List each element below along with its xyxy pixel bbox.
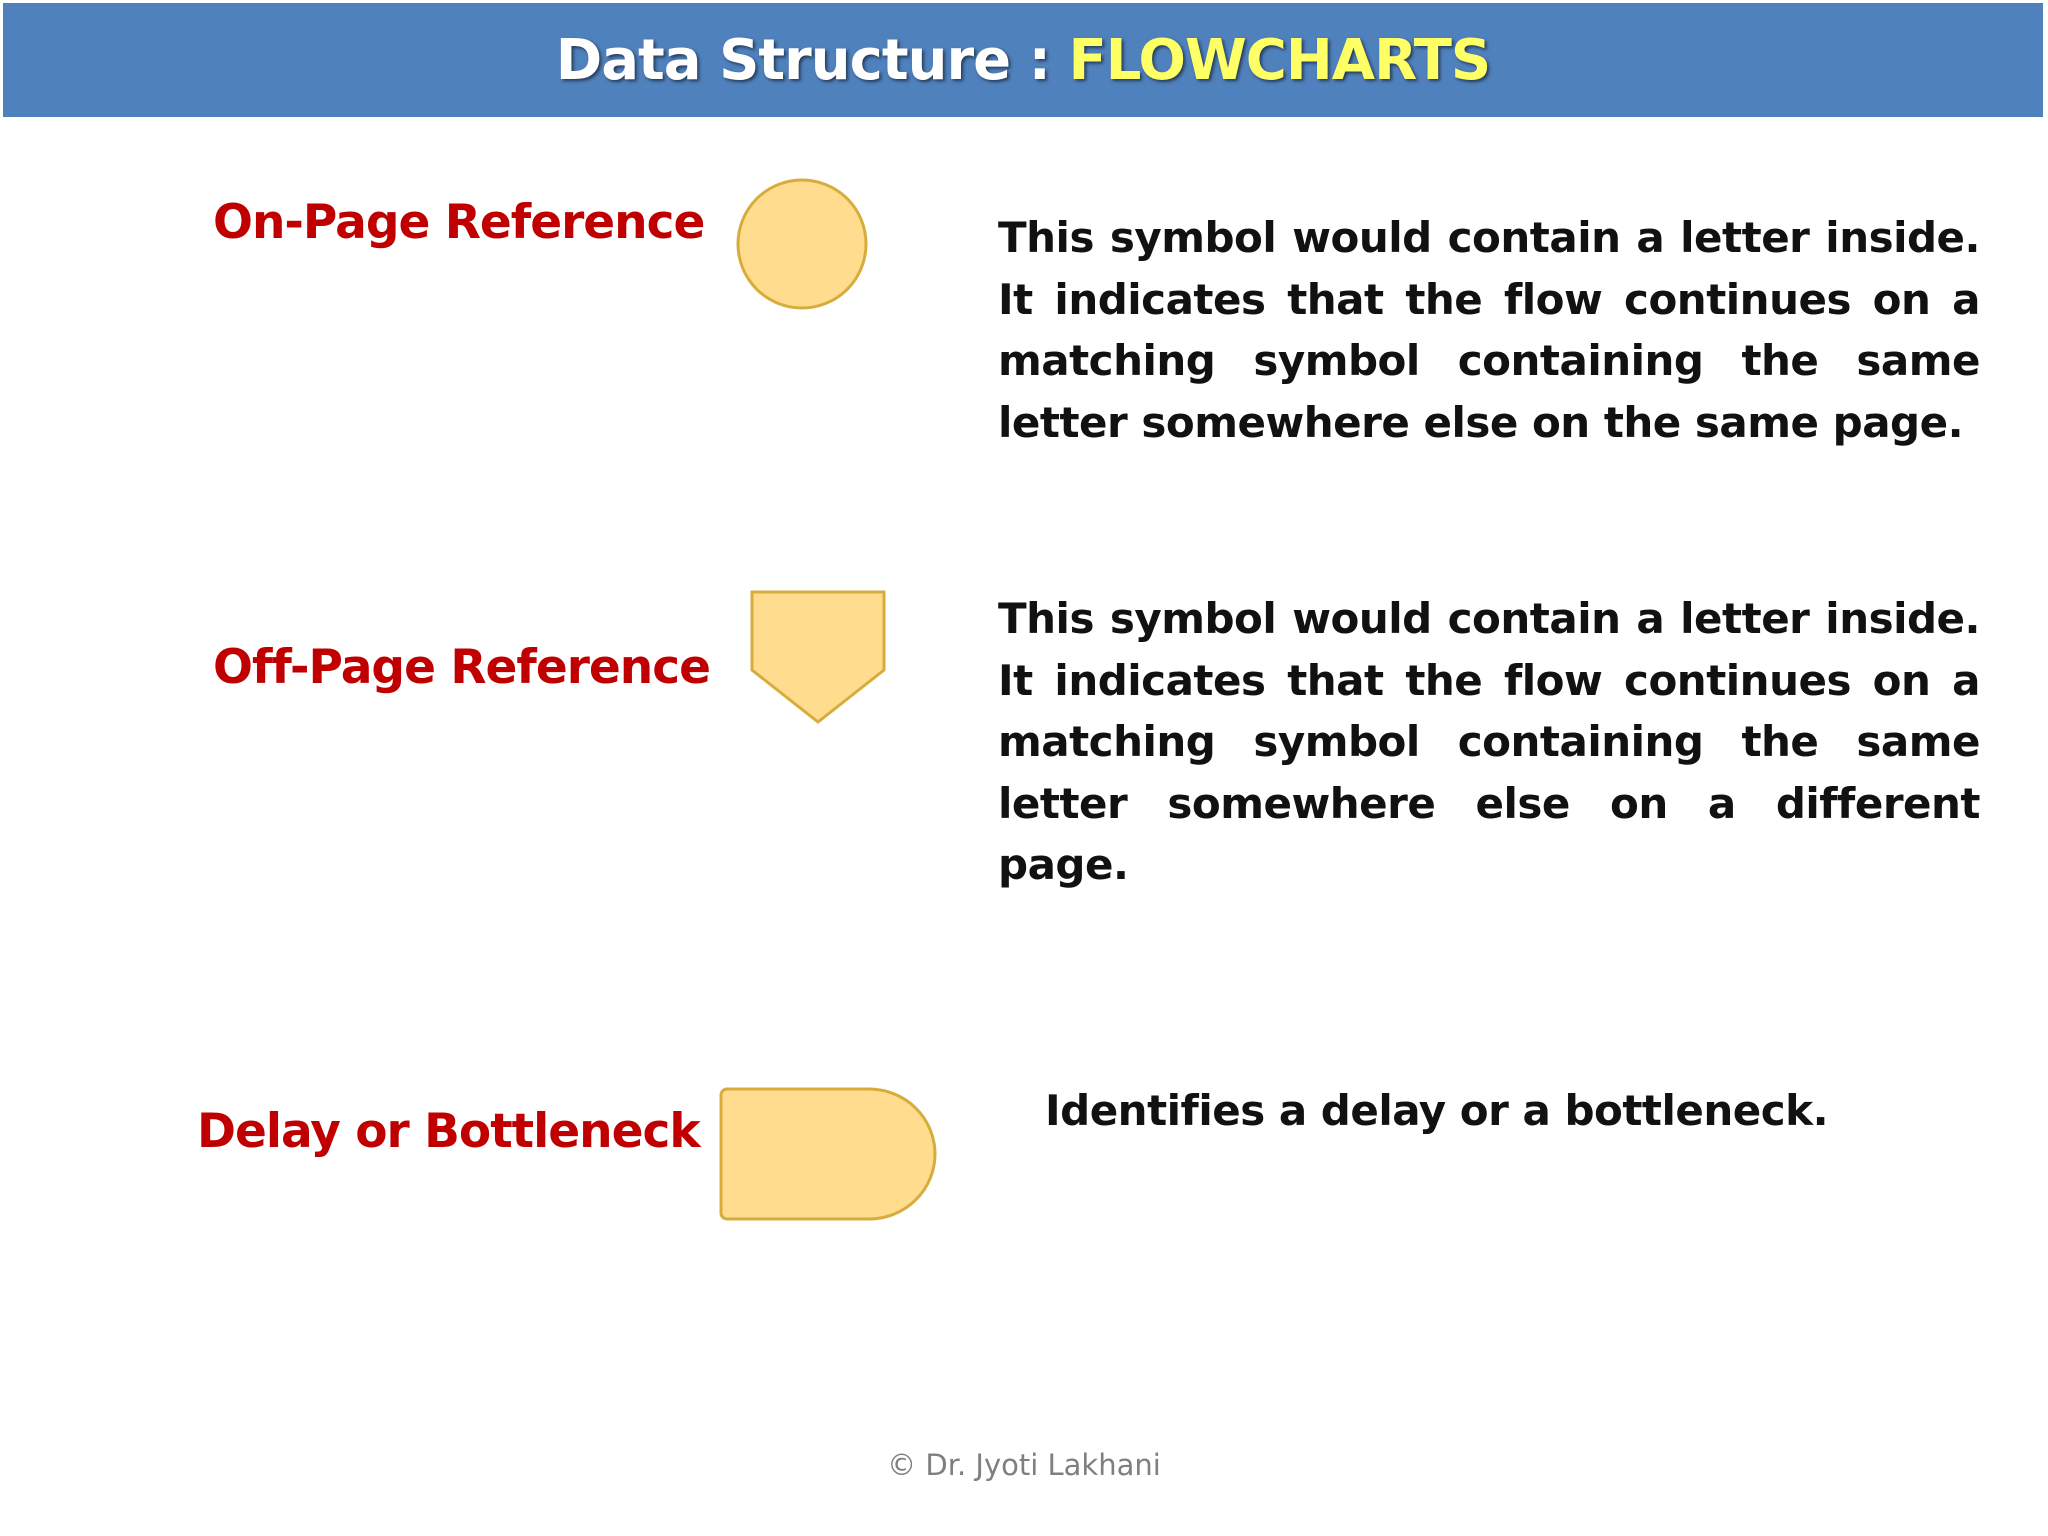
circle-connector-icon [730, 175, 876, 315]
symbol-description-on-page-reference: This symbol would contain a letter inside. It indicates that the flow continues on a matching symbol containing the same letter somewhere else on the same page. [998, 213, 1980, 447]
symbol-label-off-page-reference: Off-Page Reference [213, 640, 710, 695]
symbol-description-off-page-reference: This symbol would contain a letter inside. It indicates that the flow continues on a matching symbol containing the same letter somewhere else on a different page. [998, 594, 1980, 889]
symbol-label-delay-or-bottleneck: Delay or Bottleneck [197, 1104, 700, 1159]
symbol-label-on-page-reference: On-Page Reference [213, 195, 705, 250]
title-prefix: Data Structure : [555, 27, 1069, 93]
copyright-footer: © Dr. Jyoti Lakhani [887, 1448, 1161, 1482]
pentagon-offpage-connector-icon [748, 588, 888, 728]
title-bar [3, 3, 2043, 117]
delay-d-shape-icon [717, 1085, 941, 1223]
title-accent: FLOWCHARTS [1068, 27, 1491, 93]
page-title [556, 28, 1491, 93]
symbol-description-delay-or-bottleneck: Identifies a delay or a bottleneck. [1045, 1086, 1829, 1135]
